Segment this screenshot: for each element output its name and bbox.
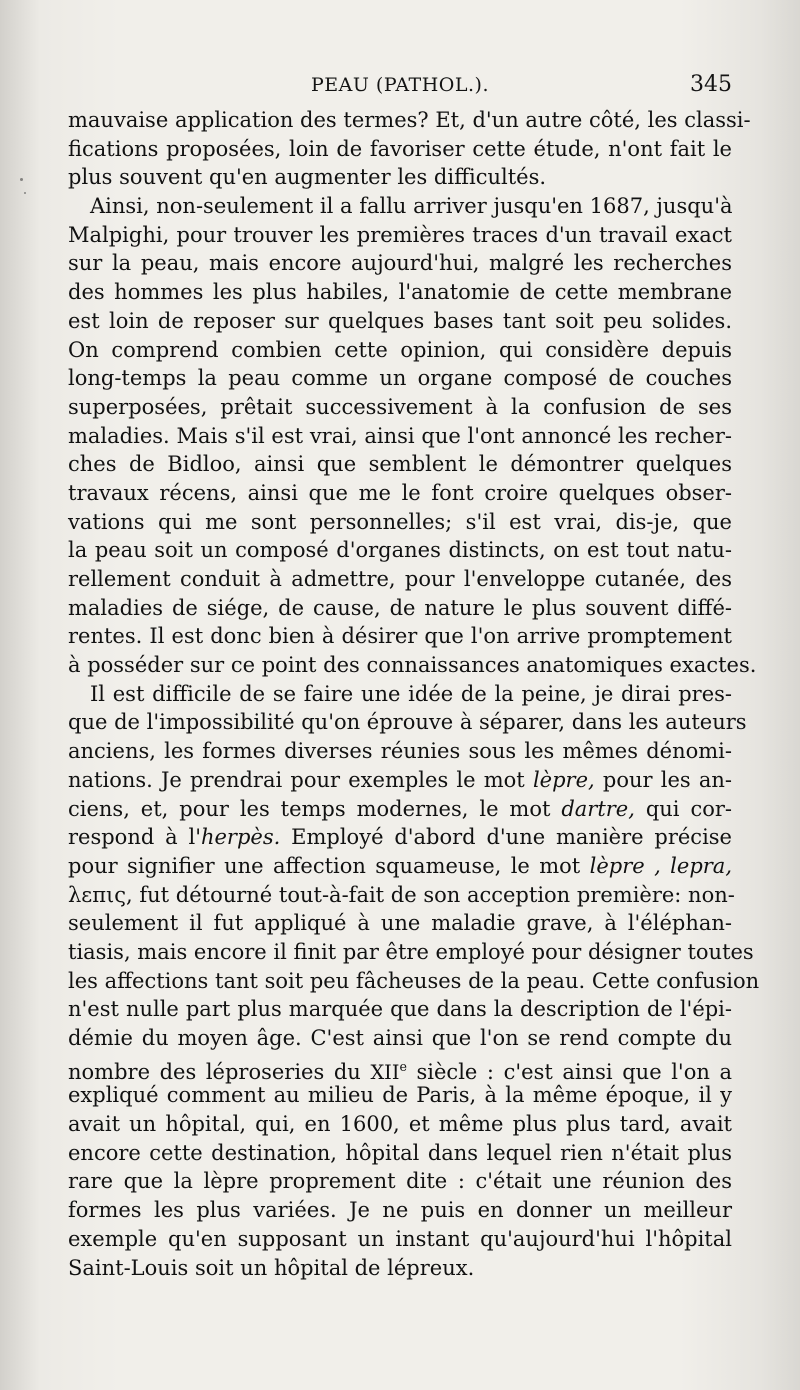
greek-word: λεπις, <box>68 882 133 907</box>
text-line: rentes. Il est donc bien à désirer que l'on arrive promptement <box>68 624 732 649</box>
text-line: la peau soit un composé d'organes distincts, on est tout natu- <box>68 538 732 563</box>
text-line: tiasis, mais encore il finit par être employé pour désigner toutes <box>68 939 754 964</box>
text-line: On comprend combien cette opinion, qui considère depuis <box>68 337 732 362</box>
text-line: les affections tant soit peu fâcheuses de la peau. Cette confusion <box>68 968 760 993</box>
text-line: encore cette destination, hôpital dans lequel rien n'était plus <box>68 1140 732 1165</box>
text-line: expliqué comment au milieu de Paris, à la même époque, il y <box>68 1083 732 1108</box>
text-line: pour signifier une affection squameuse, le mot lèpre , lepra, <box>68 853 732 878</box>
page-number: 345 <box>690 72 732 97</box>
text-line: n'est nulle part plus marquée que dans la description de l'épi- <box>68 997 732 1022</box>
text-line: rellement conduit à admettre, pour l'enveloppe cutanée, des <box>68 567 732 591</box>
text-line: que de l'impossibilité qu'on éprouve à séparer, dans les auteurs <box>68 710 747 735</box>
text-line: superposées, prêtait successivement à la confusion de ses <box>68 394 732 419</box>
running-head <box>68 70 732 102</box>
text-line: anciens, les formes diverses réunies sous les mêmes dénomi- <box>68 739 732 764</box>
running-title: PEAU (PATHOL.). <box>311 74 489 96</box>
text-line: nombre des léproseries du XIIe siècle : c'est ainsi que l'on a <box>68 1058 732 1084</box>
text-line: Saint-Louis soit un hôpital de lépreux. <box>68 1255 475 1280</box>
text-line: est loin de reposer sur quelques bases tant soit peu solides. <box>68 308 732 333</box>
text-line: Malpighi, pour trouver les premières traces d'un travail exact <box>68 222 732 247</box>
text-line: travaux récens, ainsi que me le font croire quelques obser- <box>68 480 732 505</box>
text-line: avait un hôpital, qui, en 1600, et même plus plus tard, avait <box>68 1112 732 1137</box>
text-line: Il est difficile de se faire une idée de la peine, je dirai pres- <box>90 681 732 706</box>
italic-term-dartre: dartre, <box>561 796 635 821</box>
text-line: démie du moyen âge. C'est ainsi que l'on se rend compte du <box>68 1026 732 1050</box>
text-line: plus souvent qu'en augmenter les difficultés. <box>68 165 547 190</box>
text-line: respond à l'herpès. Employé d'abord d'une manière précise <box>68 825 732 850</box>
italic-term-lepra: lèpre , lepra, <box>589 853 732 878</box>
text-line: fications proposées, loin de favoriser cette étude, n'ont fait le <box>68 136 732 161</box>
text-line: exemple qu'en supposant un instant qu'aujourd'hui l'hôpital <box>68 1226 732 1251</box>
text-line: formes les plus variées. Je ne puis en donner un meilleur <box>68 1198 732 1223</box>
body-text <box>68 106 760 1282</box>
text-line: Ainsi, non-seulement il a fallu arriver jusqu'en 1687, jusqu'à <box>90 194 733 219</box>
text-line: nations. Je prendrai pour exemples le mot lèpre, pour les an- <box>68 767 732 792</box>
text-line: maladies. Mais s'il est vrai, ainsi que l'ont annoncé les recher- <box>68 423 732 448</box>
italic-term-herpes: herpès. <box>200 825 281 850</box>
ink-speck <box>24 192 26 194</box>
text-line: maladies de siége, de cause, de nature le plus souvent diffé- <box>68 595 732 620</box>
paragraph-1 <box>68 106 751 192</box>
text-line: long-temps la peau comme un organe composé de couches <box>68 366 732 391</box>
ink-speck <box>20 178 23 181</box>
text-line: sur la peau, mais encore aujourd'hui, malgré les recherches <box>68 251 732 276</box>
paragraph-2 <box>68 192 757 680</box>
century-numeral: XII <box>370 1060 400 1084</box>
text-line: ches de Bidloo, ainsi que semblent le démontrer quelques <box>68 452 732 477</box>
italic-term-lepre: lèpre, <box>532 767 595 792</box>
text-line: à posséder sur ce point des connaissances anatomiques exactes. <box>68 653 757 678</box>
text-line: mauvaise application des termes? Et, d'un autre côté, les classi- <box>68 108 751 132</box>
text-line: ciens, et, pour les temps modernes, le mot dartre, qui cor- <box>68 796 732 821</box>
text-line: λεπις, fut détourné tout-à-fait de son acception première: non- <box>68 882 735 907</box>
century-superscript: e <box>399 1058 407 1074</box>
text-line: vations qui me sont personnelles; s'il est vrai, dis-je, que <box>68 509 732 534</box>
paragraph-3 <box>68 680 760 1282</box>
text-line: seulement il fut appliqué à une maladie grave, à l'éléphan- <box>68 911 732 936</box>
text-line: des hommes les plus habiles, l'anatomie de cette membrane <box>68 280 732 305</box>
text-line: rare que la lèpre proprement dite : c'était une réunion des <box>68 1169 732 1194</box>
